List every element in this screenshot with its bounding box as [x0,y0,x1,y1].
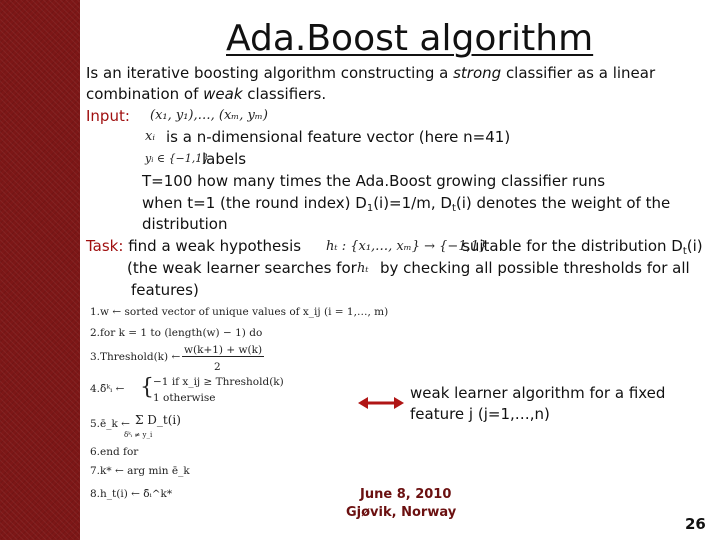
xi-description: is a n-dimensional feature vector (here n=41) [166,128,511,146]
task-suitable-text [462,237,703,261]
xi-symbol: xᵢ [145,129,155,144]
intro-line-1 [86,64,655,82]
footer-place: Gjøvik, Norway [346,505,457,520]
intro-strong: strong [453,64,502,82]
weak-learner-line-1b: by checking all possible thresholds for all [380,259,690,277]
task-text: find a weak hypothesis [128,237,302,255]
input-label: Input: [86,107,130,125]
double-arrow-icon [358,395,404,411]
algo-step-1: 1.w ← sorted vector of unique values of x_ij (i = 1,…, m) [90,306,389,318]
intro-text: classifiers. [242,85,327,103]
page-number: 26 [685,515,706,533]
algo-step-4-case-1: −1 if x_ij ≥ Threshold(k) [153,376,284,388]
yi-description: labels [202,150,247,168]
weak-learner-line-2: features) [131,281,199,299]
intro-text: classifier as a linear [501,64,656,82]
t-line: T=100 how many times the Ada.Boost growing classifier runs [142,172,606,190]
weak-ht-symbol: hₜ [357,261,369,276]
algo-step-5-condition: δ̄ᵏᵢ ≠ y_i [124,431,153,439]
subscript: t [682,246,687,257]
task-label: Task: [86,237,124,255]
algo-step-5-sum: Σ D_t(i) [135,413,181,427]
subscript: t [451,203,456,214]
algo-step-3-denominator: 2 [214,361,221,373]
algo-step-7: 7.k* ← arg min ē_k [90,465,190,477]
arrow-caption-line-1: weak learner algorithm for a fixed [410,384,666,402]
algo-step-4-case-2: 1 otherwise [153,392,216,404]
algo-step-8: 8.h_t(i) ← δ̄ᵢ^k* [90,488,173,500]
t-round-text: (i) denotes the weight of the [455,194,671,212]
algo-step-3: 3.Threshold(k) ← [90,351,181,363]
algo-step-3-numerator: w(k+1) + w(k) [184,344,263,356]
t-round-text: when t=1 (the round index) D [142,194,367,212]
yi-symbol: yᵢ ∈ {−1,1} [145,152,210,165]
slide-title: Ada.Boost algorithm [226,18,594,59]
weak-learner-line-1a: (the weak learner searches for [127,259,357,277]
input-pairs-formula: (x₁, y₁),…, (xₘ, yₘ) [150,108,268,123]
intro-weak: weak [203,85,243,103]
algo-step-4-brace: { [140,375,154,400]
algo-step-2: 2.for k = 1 to (length(w) − 1) do [90,327,263,339]
algo-step-5: 5.ē_k ← [90,418,130,430]
intro-line-2 [86,85,326,103]
task-line [86,237,301,255]
task-text: suitable for the distribution D [462,237,683,255]
arrow-caption-line-2: feature j (j=1,…,n) [410,405,550,423]
algo-step-6: 6.end for [90,446,139,458]
subscript: 1 [366,203,374,214]
intro-text: combination of [86,85,204,103]
footer-date: June 8, 2010 [360,487,452,502]
decorative-sidebar [0,0,80,540]
t-distribution: distribution [142,215,228,233]
t-round-text: (i)=1/m, D [373,194,452,212]
task-hypothesis-formula: hₜ : {x₁,…, xₘ} → {−1,1} [326,239,488,254]
algo-step-4: 4.δ̄ᵏᵢ ← [90,383,125,395]
task-text: (i) [686,237,703,255]
intro-text: Is an iterative boosting algorithm constructing a [86,64,454,82]
